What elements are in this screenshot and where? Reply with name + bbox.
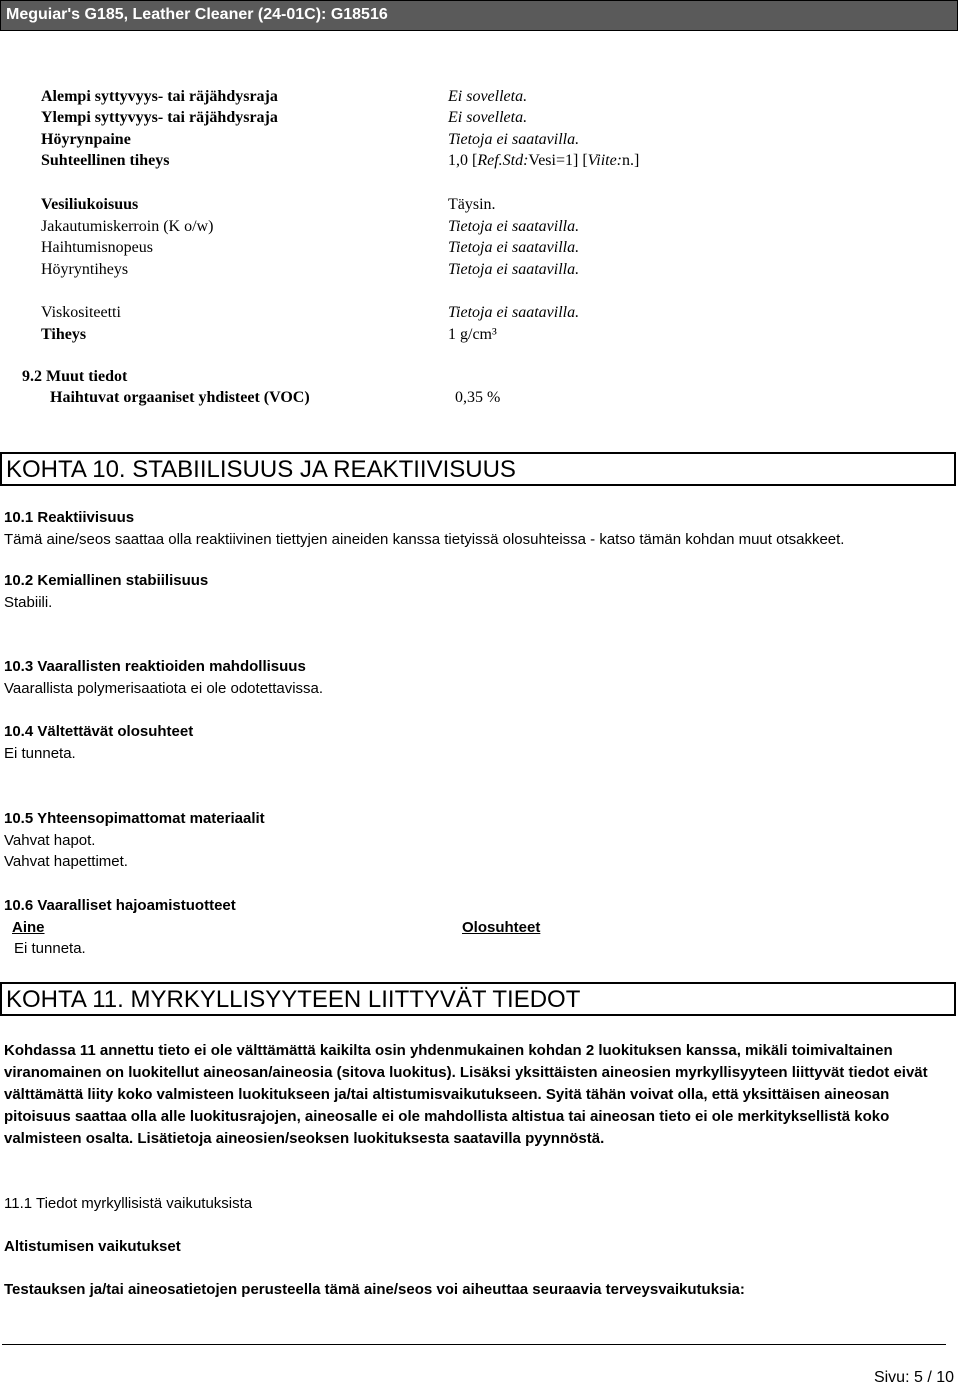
property-value: Ei sovelleta.: [448, 109, 528, 126]
subsection-heading-9-2: 9.2 Muut tiedot: [22, 368, 128, 385]
exposure-heading: Altistumisen vaikutukset: [4, 1238, 181, 1255]
property-label: Viskositeetti: [41, 304, 121, 321]
property-value: Tietoja ei saatavilla.: [448, 239, 580, 256]
section-10-header: [0, 452, 956, 486]
text-10-1: Tämä aine/seos saattaa olla reaktiivinen tiettyjen aineiden kanssa tietyissä olosuhteissa - katso tämän kohdan muut otsakkeet.: [4, 531, 845, 548]
heading-10-1: 10.1 Reaktiivisuus: [4, 509, 135, 526]
property-label: Höyryntiheys: [41, 261, 129, 278]
document-title: Meguiar's G185, Leather Cleaner (24-01C): G18516: [6, 6, 388, 23]
voc-value: 0,35 %: [455, 389, 501, 406]
page-number: Sivu: 5 / 10: [873, 1369, 954, 1386]
voc-label: Haihtuvat orgaaniset yhdisteet (VOC): [50, 389, 310, 406]
property-value: Tietoja ei saatavilla.: [448, 131, 580, 148]
property-label: Höyrynpaine: [41, 131, 131, 148]
section-11-title: KOHTA 11. MYRKYLLISYYTEEN LIITTYVÄT TIEDOT: [6, 986, 581, 1013]
section-10-title: KOHTA 10. STABIILISUUS JA REAKTIIVISUUS: [6, 456, 516, 483]
section-11-header: [0, 982, 956, 1016]
property-value: Ei sovelleta.: [448, 88, 528, 105]
column-header-aine: Aine: [12, 919, 45, 936]
text-10-4: Ei tunneta.: [4, 745, 76, 762]
property-label: Suhteellinen tiheys: [41, 152, 170, 169]
heading-11-1: 11.1 Tiedot myrkyllisistä vaikutuksista: [4, 1195, 253, 1212]
property-label: Alempi syttyvyys- tai räjähdysraja: [41, 88, 278, 105]
exposure-text: Testauksen ja/tai aineosatietojen perusteella tämä aine/seos voi aiheuttaa seuraavia terveysvaikutuksia:: [4, 1281, 745, 1298]
text-10-5-line2: Vahvat hapettimet.: [4, 853, 128, 870]
property-value: 1 g/cm³: [448, 326, 497, 343]
heading-10-5: 10.5 Yhteensopimattomat materiaalit: [4, 810, 265, 827]
document-header-bar: [0, 0, 958, 31]
footer-divider: [2, 1344, 946, 1345]
property-label: Ylempi syttyvyys- tai räjähdysraja: [41, 109, 278, 126]
text-10-5-line1: Vahvat hapot.: [4, 832, 96, 849]
heading-10-3: 10.3 Vaarallisten reaktioiden mahdollisuus: [4, 658, 306, 675]
property-value: Tietoja ei saatavilla.: [448, 304, 580, 321]
property-label: Tiheys: [41, 326, 87, 343]
property-label: Vesiliukoisuus: [41, 196, 139, 213]
heading-10-6: 10.6 Vaaralliset hajoamistuotteet: [4, 897, 236, 914]
property-label: Haihtumisnopeus: [41, 239, 153, 256]
column-header-olosuhteet: Olosuhteet: [462, 919, 541, 936]
section-11-intro: Kohdassa 11 annettu tieto ei ole välttämättä kaikilta osin yhdenmukainen kohdan 2 luokituksen kanssa, mikäli toimivaltainen viranomainen on luokitellut aineosan/aineosia (sitova luokitus). Lisäksi yksittäisten aineosien myrkyllisyyteen liittyvät tiedot eivät välttämättä liity koko valmisteen luokitukseen ja/tai altistumisvaikutukseen. Syitä tähän voivat olla, että yksittäisen aineosan pitoisuus saattaa olla alle luokitusrajojen, aineosalle ei ole mahdollista altistua tai aineosan tieto ei ole merkityksellistä koko valmisteen osalta. Lisätietoja aineosien/seoksen luokituksesta saatavilla pyynnöstä.: [4, 1042, 928, 1147]
heading-10-4: 10.4 Vältettävät olosuhteet: [4, 723, 194, 740]
text-10-3: Vaarallista polymerisaatiota ei ole odotettavissa.: [4, 680, 324, 697]
property-value: Tietoja ei saatavilla.: [448, 218, 580, 235]
text-10-2: Stabiili.: [4, 594, 53, 611]
property-label: Jakautumiskerroin (K o/w): [41, 218, 214, 235]
property-value: Tietoja ei saatavilla.: [448, 261, 580, 278]
table-cell: Ei tunneta.: [14, 940, 86, 957]
heading-10-2: 10.2 Kemiallinen stabiilisuus: [4, 572, 209, 589]
relative-density-value: 1,0 [Ref.Std:Vesi=1] [Viite:n.]: [448, 152, 640, 169]
property-value: Täysin.: [448, 196, 496, 213]
